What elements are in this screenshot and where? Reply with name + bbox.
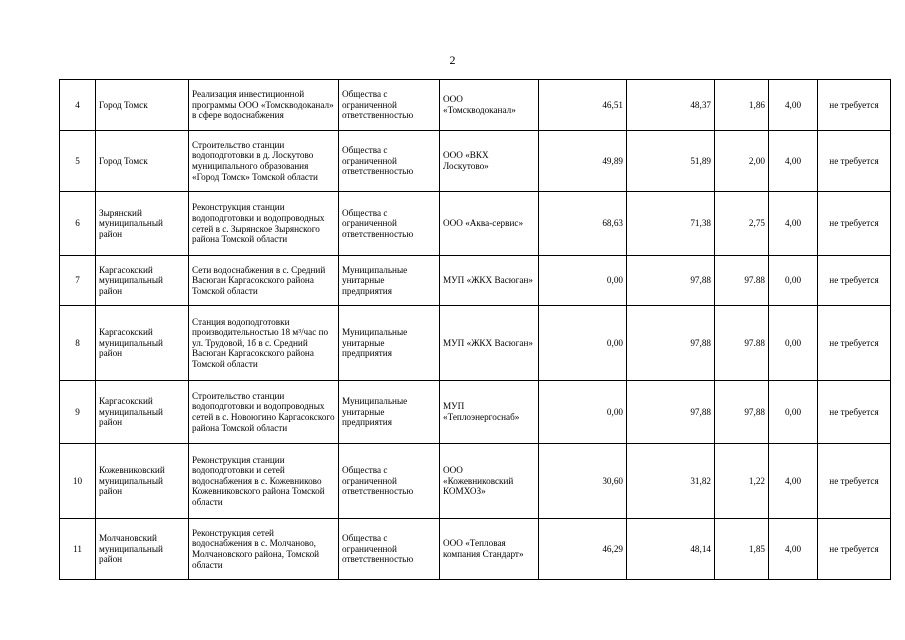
cell-org-form: Общества с ограниченной ответственностью [339,444,440,519]
cell-note: не требуется [818,381,891,444]
cell-note: не требуется [818,80,891,131]
cell-value-1: 49,89 [539,131,627,192]
cell-org-form: Общества с ограниченной ответственностью [339,80,440,131]
cell-organization: МУП «Теплоэнергоснаб» [440,381,539,444]
cell-project: Реализация инвестиционной программы ООО «Томскводоканал» в сфере водоснабжения [189,80,339,131]
cell-value-4: 0,00 [769,256,818,306]
cell-value-4: 4,00 [769,444,818,519]
cell-number: 6 [60,192,96,256]
cell-number: 4 [60,80,96,131]
cell-territory: Город Томск [96,131,189,192]
cell-project: Строительство станции водоподготовки в д. Лоскутово муниципального образования «Город Томск» Томской области [189,131,339,192]
cell-value-3: 2,75 [715,192,769,256]
cell-value-2: 48,37 [627,80,715,131]
cell-org-form: Общества с ограниченной ответственностью [339,519,440,580]
cell-org-form: Муниципальные унитарные предприятия [339,306,440,381]
cell-value-2: 71,38 [627,192,715,256]
cell-territory: Каргасокский муниципальный район [96,306,189,381]
cell-value-3: 2,00 [715,131,769,192]
cell-project: Станция водоподготовки производительностью 18 м³/час по ул. Трудовой, 1б в с. Средний Васюган Каргасокского района Томской области [189,306,339,381]
cell-organization: ООО «Кожевниковский КОМХОЗ» [440,444,539,519]
cell-value-1: 46,51 [539,80,627,131]
cell-number: 5 [60,131,96,192]
cell-value-4: 4,00 [769,192,818,256]
cell-project: Реконструкция сетей водоснабжения в с. Молчаново, Молчановского района, Томской области [189,519,339,580]
cell-value-4: 4,00 [769,80,818,131]
table-row [60,444,891,519]
projects-table [59,79,891,580]
cell-organization: ООО «Томскводоканал» [440,80,539,131]
table-row [60,381,891,444]
cell-organization: МУП «ЖКХ Васюган» [440,256,539,306]
cell-number: 7 [60,256,96,306]
cell-value-1: 0,00 [539,306,627,381]
cell-organization: ООО «Аква-сервис» [440,192,539,256]
cell-value-3: 97,88 [715,381,769,444]
cell-number: 9 [60,381,96,444]
cell-value-2: 97,88 [627,381,715,444]
cell-territory: Кожевниковский муниципальный район [96,444,189,519]
cell-territory: Каргасокский муниципальный район [96,381,189,444]
cell-value-4: 0,00 [769,381,818,444]
cell-value-2: 51,89 [627,131,715,192]
cell-project: Реконструкция станции водоподготовки и водопроводных сетей в с. Зырянское Зырянского района Томской области [189,192,339,256]
cell-value-1: 30,60 [539,444,627,519]
cell-note: не требуется [818,256,891,306]
cell-note: не требуется [818,131,891,192]
cell-value-4: 4,00 [769,519,818,580]
cell-org-form: Муниципальные унитарные предприятия [339,381,440,444]
cell-org-form: Общества с ограниченной ответственностью [339,131,440,192]
cell-project: Реконструкция станции водоподготовки и сетей водоснабжения в с. Кожевниково Кожевниковского района Томской области [189,444,339,519]
cell-value-3: 1,85 [715,519,769,580]
cell-number: 10 [60,444,96,519]
cell-number: 11 [60,519,96,580]
cell-value-2: 97,88 [627,256,715,306]
cell-value-2: 97,88 [627,306,715,381]
table-row [60,306,891,381]
table-row [60,256,891,306]
cell-org-form: Общества с ограниченной ответственностью [339,192,440,256]
cell-value-3: 1,86 [715,80,769,131]
cell-note: не требуется [818,192,891,256]
cell-note: не требуется [818,306,891,381]
cell-note: не требуется [818,444,891,519]
cell-value-1: 0,00 [539,256,627,306]
cell-value-1: 46,29 [539,519,627,580]
table-body [60,80,891,580]
cell-value-3: 97.88 [715,306,769,381]
table-row [60,192,891,256]
cell-value-4: 4,00 [769,131,818,192]
cell-value-3: 97.88 [715,256,769,306]
cell-project: Сети водоснабжения в с. Средний Васюган Каргасокского района Томской области [189,256,339,306]
cell-value-2: 48,14 [627,519,715,580]
table-row [60,131,891,192]
cell-value-1: 68,63 [539,192,627,256]
cell-organization: ООО «Тепловая компания Стандарт» [440,519,539,580]
cell-organization: МУП «ЖКХ Васюган» [440,306,539,381]
cell-project: Строительство станции водоподготовки и водопроводных сетей в с. Новоюгино Каргасокского района Томской области [189,381,339,444]
page-number: 2 [449,53,456,67]
cell-value-2: 31,82 [627,444,715,519]
cell-organization: ООО «ВКХ Лоскутово» [440,131,539,192]
cell-value-4: 0,00 [769,306,818,381]
cell-territory: Город Томск [96,80,189,131]
table-row [60,519,891,580]
cell-note: не требуется [818,519,891,580]
cell-territory: Зырянский муниципальный район [96,192,189,256]
cell-value-3: 1,22 [715,444,769,519]
cell-number: 8 [60,306,96,381]
cell-territory: Каргасокский муниципальный район [96,256,189,306]
table-row [60,80,891,131]
cell-value-1: 0,00 [539,381,627,444]
cell-territory: Молчановский муниципальный район [96,519,189,580]
cell-org-form: Муниципальные унитарные предприятия [339,256,440,306]
